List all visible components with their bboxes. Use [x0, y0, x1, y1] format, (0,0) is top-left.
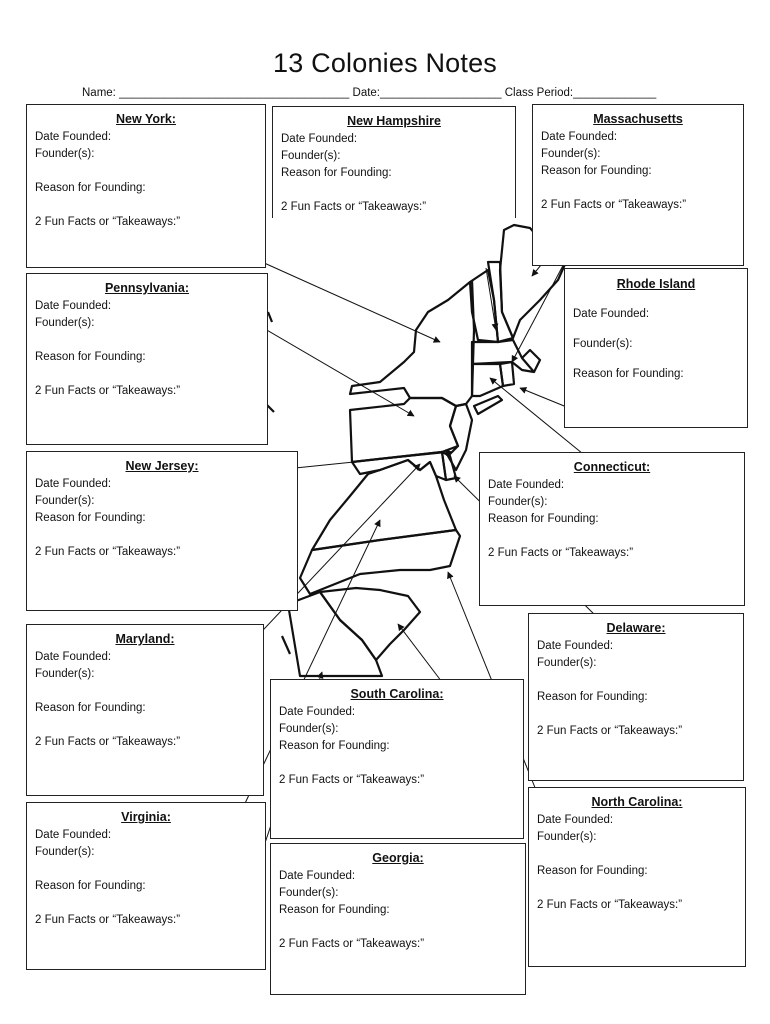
- field-founders: Founder(s):: [35, 317, 95, 329]
- south-carolina-outline: [320, 588, 420, 660]
- box-georgia: [270, 843, 526, 995]
- field-fun-facts: 2 Fun Facts or “Takeaways:”: [488, 547, 634, 559]
- field-date-founded: Date Founded:: [35, 300, 112, 312]
- field-reason: Reason for Founding:: [35, 880, 146, 892]
- heading-new-hampshire: New Hampshire: [347, 114, 441, 128]
- box-connecticut: [479, 452, 745, 606]
- field-reason: Reason for Founding:: [35, 182, 146, 194]
- field-fun-facts: 2 Fun Facts or “Takeaways:”: [35, 546, 181, 558]
- box-pennsylvania: [26, 273, 268, 445]
- page-title: 13 Colonies Notes: [272, 48, 498, 78]
- field-fun-facts: 2 Fun Facts or “Takeaways:”: [35, 385, 181, 397]
- arrow-new-york: [262, 262, 440, 342]
- heading-south-carolina: South Carolina:: [350, 687, 444, 701]
- field-fun-facts: 2 Fun Facts or “Takeaways:”: [279, 774, 425, 786]
- field-founders: Founder(s):: [279, 887, 339, 899]
- box-new-york: [26, 104, 266, 268]
- field-date-founded: Date Founded:: [279, 706, 356, 718]
- field-reason: Reason for Founding:: [541, 165, 652, 177]
- box-north-carolina: [528, 787, 746, 967]
- field-founders: Founder(s):: [281, 150, 341, 162]
- field-fun-facts: 2 Fun Facts or “Takeaways:”: [281, 201, 427, 213]
- connecticut-outline: [472, 364, 503, 396]
- field-reason: Reason for Founding:: [281, 167, 392, 179]
- heading-maryland: Maryland:: [115, 632, 175, 646]
- field-reason: Reason for Founding:: [537, 865, 648, 877]
- box-virginia: [26, 802, 266, 970]
- field-fun-facts: 2 Fun Facts or “Takeaways:”: [537, 899, 683, 911]
- field-date-founded: Date Founded:: [488, 479, 565, 491]
- name-date-period-line: Name: ____________________________________ Date:___________________ Class Period:_____________: [82, 87, 657, 99]
- field-reason: Reason for Founding:: [279, 740, 390, 752]
- georgia-outline: [288, 592, 382, 676]
- heading-north-carolina: North Carolina:: [591, 795, 683, 809]
- field-fun-facts: 2 Fun Facts or “Takeaways:”: [35, 736, 181, 748]
- north-carolina-outline: [300, 530, 460, 594]
- long-island-outline: [474, 396, 502, 414]
- box-new-hampshire: [272, 106, 516, 218]
- heading-new-jersey: New Jersey:: [125, 459, 199, 473]
- field-founders: Founder(s):: [279, 723, 339, 735]
- virginia-outline: [312, 460, 456, 550]
- field-date-founded: Date Founded:: [537, 640, 614, 652]
- field-founders: Founder(s):: [488, 496, 548, 508]
- box-delaware: [528, 613, 744, 781]
- box-south-carolina: [270, 679, 524, 839]
- field-fun-facts: 2 Fun Facts or “Takeaways:”: [541, 199, 687, 211]
- heading-massachusetts: Massachusetts: [593, 112, 683, 126]
- field-founders: Founder(s):: [35, 668, 95, 680]
- field-reason: Reason for Founding:: [573, 368, 684, 380]
- heading-delaware: Delaware:: [606, 621, 666, 635]
- field-fun-facts: 2 Fun Facts or “Takeaways:”: [279, 938, 425, 950]
- new-york-outline: [350, 280, 474, 406]
- field-date-founded: Date Founded:: [541, 131, 618, 143]
- heading-virginia: Virginia:: [121, 810, 171, 824]
- field-founders: Founder(s):: [573, 338, 633, 350]
- field-date-founded: Date Founded:: [35, 829, 112, 841]
- field-reason: Reason for Founding:: [35, 702, 146, 714]
- heading-georgia: Georgia:: [372, 851, 424, 865]
- field-reason: Reason for Founding:: [35, 512, 146, 524]
- box-massachusetts: [532, 104, 744, 266]
- field-fun-facts: 2 Fun Facts or “Takeaways:”: [35, 216, 181, 228]
- field-date-founded: Date Founded:: [279, 870, 356, 882]
- field-date-founded: Date Founded:: [35, 478, 112, 490]
- field-founders: Founder(s):: [35, 148, 95, 160]
- field-date-founded: Date Founded:: [35, 131, 112, 143]
- field-date-founded: Date Founded:: [281, 133, 358, 145]
- field-founders: Founder(s):: [35, 495, 95, 507]
- field-reason: Reason for Founding:: [488, 513, 599, 525]
- field-founders: Founder(s):: [537, 657, 597, 669]
- field-founders: Founder(s):: [541, 148, 601, 160]
- box-maryland: [26, 624, 264, 796]
- field-reason: Reason for Founding:: [537, 691, 648, 703]
- field-date-founded: Date Founded:: [537, 814, 614, 826]
- field-reason: Reason for Founding:: [35, 351, 146, 363]
- field-founders: Founder(s):: [35, 846, 95, 858]
- heading-pennsylvania: Pennsylvania:: [104, 281, 190, 295]
- field-date-founded: Date Founded:: [573, 308, 650, 320]
- field-date-founded: Date Founded:: [35, 651, 112, 663]
- field-fun-facts: 2 Fun Facts or “Takeaways:”: [35, 914, 181, 926]
- arrow-massachusetts-2: [512, 256, 568, 362]
- heading-rhode-island: Rhode Island: [616, 277, 696, 291]
- heading-new-york: New York:: [116, 112, 176, 126]
- field-reason: Reason for Founding:: [279, 904, 390, 916]
- heading-connecticut: Connecticut:: [573, 460, 651, 474]
- box-rhode-island: [564, 268, 748, 428]
- field-founders: Founder(s):: [537, 831, 597, 843]
- field-fun-facts: 2 Fun Facts or “Takeaways:”: [537, 725, 683, 737]
- box-new-jersey: [26, 451, 298, 611]
